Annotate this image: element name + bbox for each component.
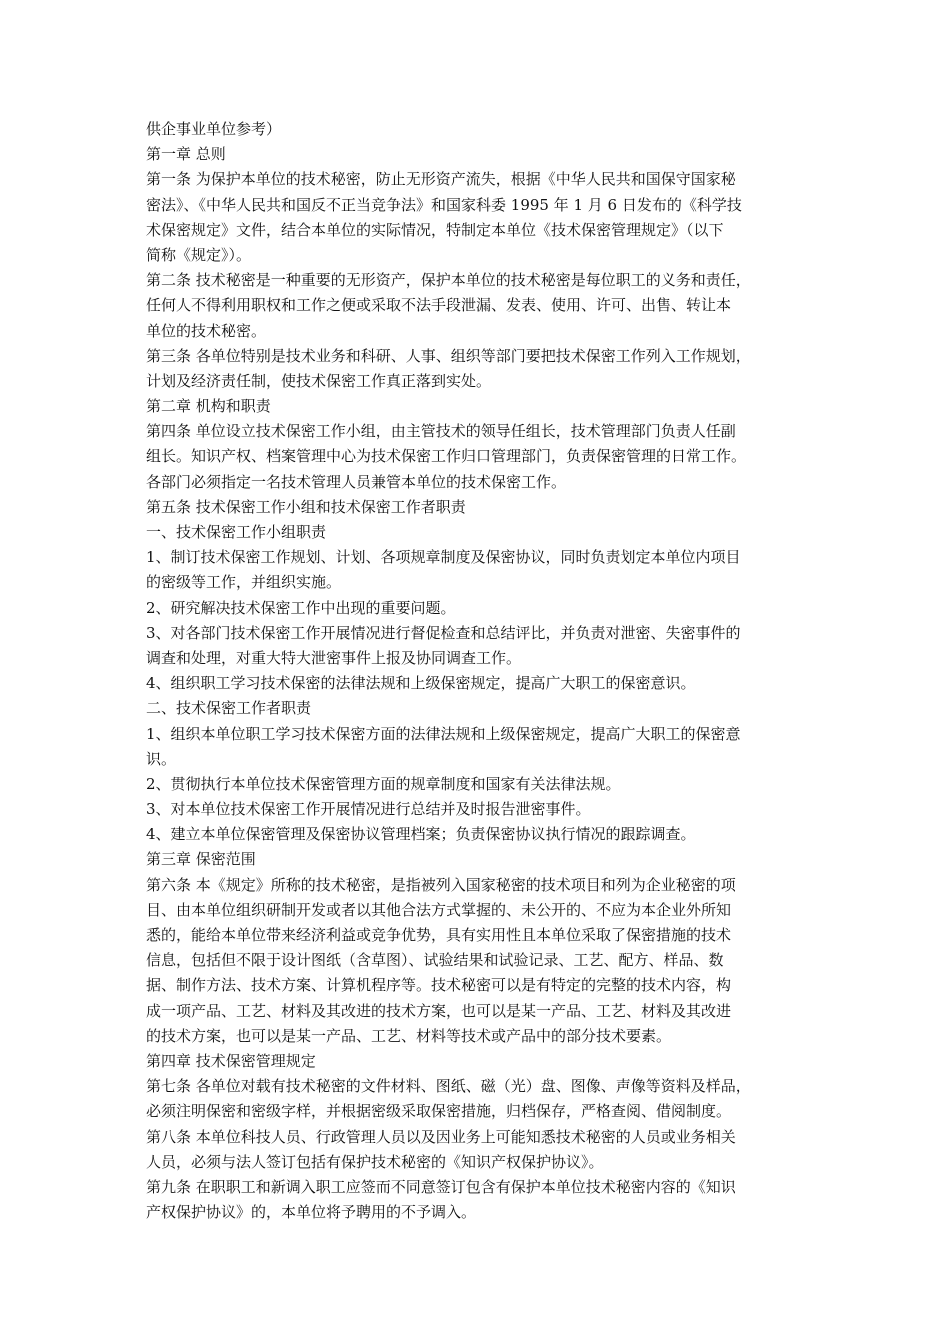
text-line: 供企事业单位参考） [146,120,282,138]
text-line: 1、组织本单位职工学习技术保密方面的法律法规和上级保密规定，提高广大职工的保密意 [146,724,741,743]
text-line: 3、对各部门技术保密工作开展情况进行督促检查和总结评比，并负责对泄密、失密事件的 [146,623,741,642]
text-line: 第八条 本单位科技人员、行政管理人员以及因业务上可能知悉技术秘密的人员或业务相关 [146,1127,736,1146]
document-body [146,117,810,1225]
text-line: 识。 [146,749,177,768]
text-line: 1、制订技术保密工作规划、计划、各项规章制度及保密协议，同时负责划定本单位内项目 [146,548,741,567]
chapter-heading: 第三章 保密范围 [146,850,256,869]
text-line: 2、研究解决技术保密工作中出现的重要问题。 [146,598,456,617]
text-line: 2、贯彻执行本单位技术保密管理方面的规章制度和国家有关法律法规。 [146,774,621,793]
text-line: 3、对本单位技术保密工作开展情况进行总结并及时报告泄密事件。 [146,800,591,819]
text-line: 第四条 单位设立技术保密工作小组，由主管技术的领导任组长，技术管理部门负责人任副 [146,422,736,441]
chapter-heading: 第四章 技术保密管理规定 [146,1051,316,1070]
text-line: 第九条 在职职工和新调入职工应签而不同意签订包含有保护本单位技术秘密内容的《知识 [146,1177,736,1196]
text-line: 产权保护协议》的，本单位将予聘用的不予调入。 [146,1203,477,1222]
text-line: 据、制作方法、技术方案、计算机程序等。技术秘密可以是有特定的完整的技术内容，构 [146,976,732,995]
text-line: 第一条 为保护本单位的技术秘密，防止无形资产流失，根据《中华人民共和国保守国家秘 [146,170,736,189]
text-line: 术保密规定》文件，结合本单位的实际情况，特制定本单位《技术保密管理规定》（以下 [146,220,724,239]
text-line: 各部门必须指定一名技术管理人员兼管本单位的技术保密工作。 [146,472,567,491]
text-line: 密法》、《中华人民共和国反不正当竞争法》和国家科委 1995 年 1 月 6 日发布的《科学技 [146,195,742,214]
text-line: 4、组织职工学习技术保密的法律法规和上级保密规定，提高广大职工的保密意识。 [146,674,696,693]
text-line: 人员，必须与法人签订包括有保护技术秘密的《知识产权保护协议》。 [146,1152,604,1171]
chapter-heading: 第一章 总则 [146,145,226,164]
text-line: 简称《规定》）。 [146,245,252,264]
text-line: 4、建立本单位保密管理及保密协议管理档案；负责保密协议执行情况的跟踪调查。 [146,825,696,844]
text-line: 目、由本单位组织研制开发或者以其他合法方式掌握的、未公开的、不应为本企业外所知 [146,900,732,919]
text-line: 组长。知识产权、档案管理中心为技术保密工作归口管理部门，负责保密管理的日常工作。 [146,447,747,466]
text-line: 单位的技术秘密。 [146,321,267,340]
text-line: 信息，包括但不限于设计图纸（含草图）、试验结果和试验记录、工艺、配方、样品、数 [146,951,724,970]
text-line: 悉的，能给本单位带来经济利益或竞争优势，具有实用性且本单位采取了保密措施的技术 [146,926,732,944]
chapter-heading: 第二章 机构和职责 [146,397,271,416]
text-line: 第六条 本《规定》所称的技术秘密，是指被列入国家秘密的技术项目和列为企业秘密的项 [146,875,736,894]
text-line: 必须注明保密和密级字样，并根据密级采取保密措施，归档保存，严格查阅、借阅制度。 [146,1102,732,1121]
text-line: 的技术方案，也可以是某一产品、工艺、材料等技术或产品中的部分技术要素。 [146,1026,672,1045]
text-line: 第二条 技术秘密是一种重要的无形资产，保护本单位的技术秘密是每位职工的义务和责任， [146,271,751,290]
text-line: 的密级等工作，并组织实施。 [146,573,342,592]
text-line: 成一项产品、工艺、材料及其改进的技术方案，也可以是某一产品、工艺、材料及其改进 [146,1001,732,1020]
text-line: 第七条 各单位对载有技术秘密的文件材料、图纸、磁（光）盘、图像、声像等资料及样品， [146,1077,751,1096]
text-line: 第五条 技术保密工作小组和技术保密工作者职责 [146,497,466,516]
section-heading: 一、技术保密工作小组职责 [146,523,327,541]
text-line: 第三条 各单位特别是技术业务和科研、人事、组织等部门要把技术保密工作列入工作规划， [146,346,751,365]
text-line: 计划及经济责任制，使技术保密工作真正落到实处。 [146,371,492,390]
text-line: 任何人不得利用职权和工作之便或采取不法手段泄漏、发表、使用、许可、出售、转让本 [146,296,732,315]
section-heading: 二、技术保密工作者职责 [146,699,312,718]
text-line: 调查和处理，对重大特大泄密事件上报及协同调查工作。 [146,648,522,667]
